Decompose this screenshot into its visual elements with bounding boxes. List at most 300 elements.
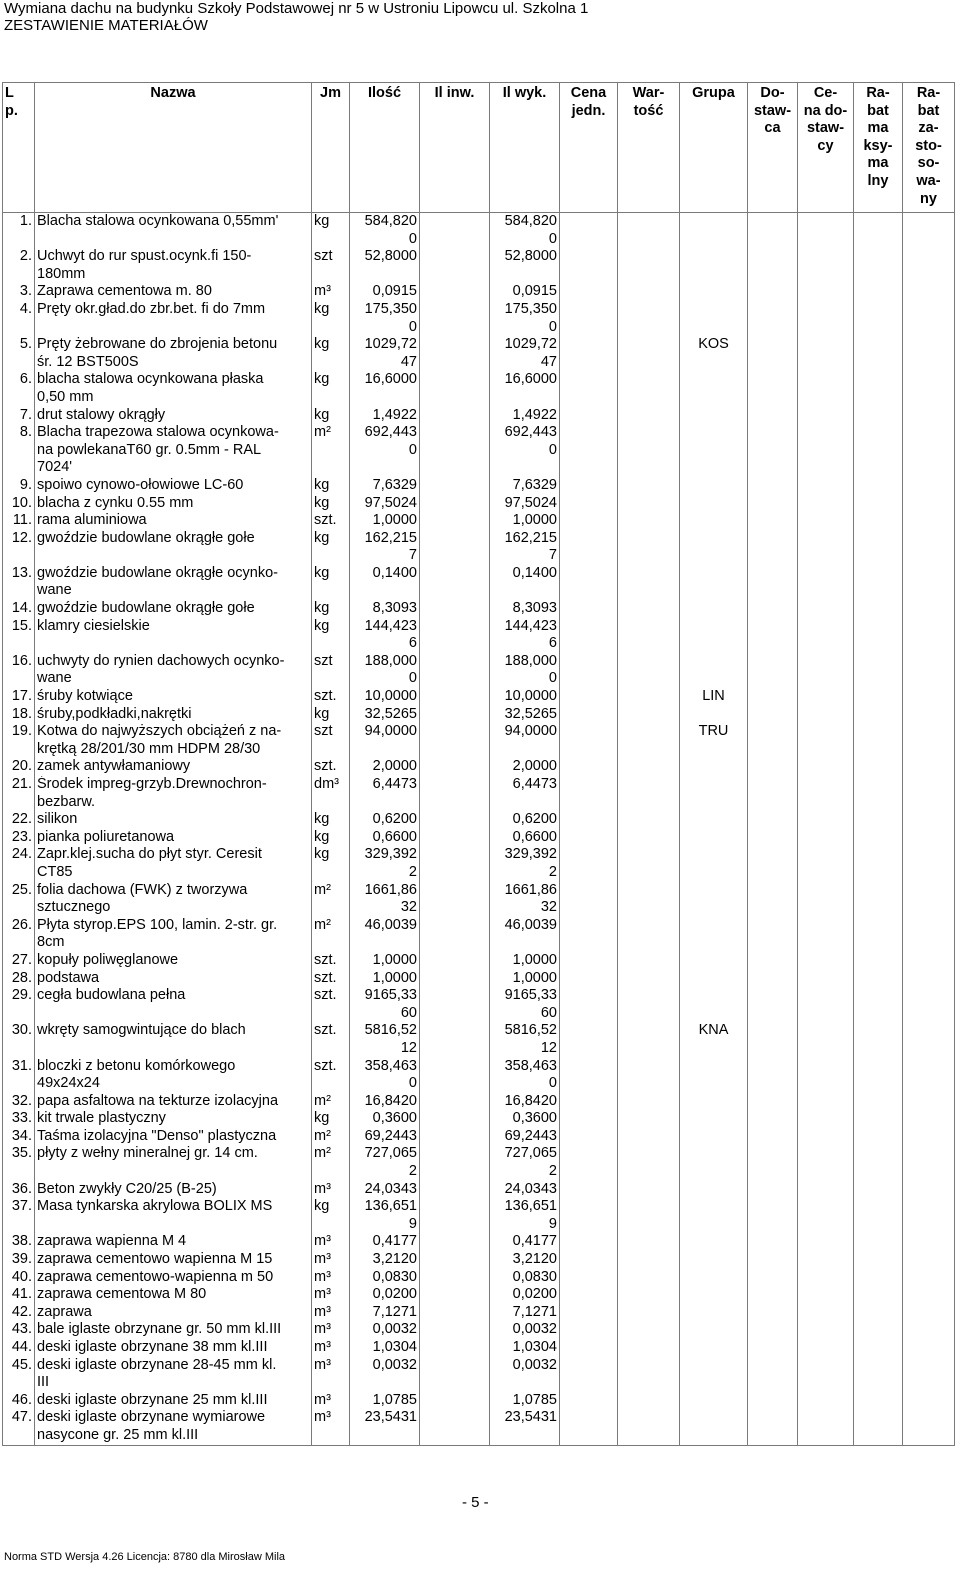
cell-lp: 27.	[3, 952, 35, 970]
cell-grupa	[680, 1181, 748, 1199]
cell-jm: kg	[312, 477, 350, 495]
cell-lp: 35.	[3, 1145, 35, 1180]
cell-dostawca	[748, 1269, 798, 1287]
cell-ilosc: 144,423 6	[350, 618, 420, 653]
cell-il-inw	[420, 512, 490, 530]
cell-rabat-maks	[854, 1128, 903, 1146]
cell-il-inw	[420, 371, 490, 406]
cell-il-inw	[420, 530, 490, 565]
cell-name: zaprawa cementowo wapienna M 15	[35, 1251, 312, 1269]
cell-dostawca	[748, 1128, 798, 1146]
cell-lp: 22.	[3, 811, 35, 829]
cell-rabat-zastosowany	[903, 1304, 955, 1322]
cell-wartosc	[618, 829, 680, 847]
cell-rabat-zastosowany	[903, 882, 955, 917]
cell-lp: 36.	[3, 1181, 35, 1199]
cell-dostawca	[748, 776, 798, 811]
cell-lp: 41.	[3, 1286, 35, 1304]
cell-name: deski iglaste obrzynane wymiarowe nasycone gr. 25 mm kl.III	[35, 1409, 312, 1445]
cell-ilosc: 0,4177	[350, 1233, 420, 1251]
cell-ilosc: 7,1271	[350, 1304, 420, 1322]
col-header-lp: L p.	[3, 83, 35, 213]
cell-lp: 25.	[3, 882, 35, 917]
cell-ilosc: 0,0032	[350, 1357, 420, 1392]
cell-cena-dostawcy	[798, 1128, 854, 1146]
cell-jm: kg	[312, 1110, 350, 1128]
materials-table	[2, 82, 955, 1446]
cell-rabat-zastosowany	[903, 407, 955, 425]
cell-cena	[560, 1286, 618, 1304]
cell-lp: 26.	[3, 917, 35, 952]
cell-cena	[560, 1233, 618, 1251]
cell-grupa	[680, 301, 748, 336]
cell-ilosc: 1,0000	[350, 952, 420, 970]
cell-grupa	[680, 213, 748, 249]
table-row	[3, 1093, 955, 1111]
cell-name: papa asfaltowa na tekturze izolacyjna	[35, 1093, 312, 1111]
cell-cena-dostawcy	[798, 530, 854, 565]
cell-rabat-zastosowany	[903, 512, 955, 530]
cell-cena-dostawcy	[798, 565, 854, 600]
cell-il-wyk: 0,0032	[490, 1321, 560, 1339]
cell-wartosc	[618, 1181, 680, 1199]
cell-grupa	[680, 530, 748, 565]
table-row	[3, 424, 955, 477]
cell-rabat-maks	[854, 917, 903, 952]
cell-cena-dostawcy	[798, 1181, 854, 1199]
cell-rabat-maks	[854, 706, 903, 724]
cell-dostawca	[748, 336, 798, 371]
cell-rabat-zastosowany	[903, 758, 955, 776]
cell-rabat-maks	[854, 1357, 903, 1392]
cell-lp: 20.	[3, 758, 35, 776]
cell-name: wkręty samogwintujące do blach	[35, 1022, 312, 1057]
table-row	[3, 336, 955, 371]
cell-rabat-maks	[854, 477, 903, 495]
cell-jm: m²	[312, 424, 350, 477]
cell-name: płyty z wełny mineralnej gr. 14 cm.	[35, 1145, 312, 1180]
table-row	[3, 1304, 955, 1322]
cell-name: zaprawa wapienna M 4	[35, 1233, 312, 1251]
cell-lp: 40.	[3, 1269, 35, 1287]
cell-cena	[560, 1198, 618, 1233]
cell-rabat-zastosowany	[903, 477, 955, 495]
cell-dostawca	[748, 1409, 798, 1445]
cell-rabat-maks	[854, 283, 903, 301]
cell-cena	[560, 618, 618, 653]
cell-lp: 47.	[3, 1409, 35, 1445]
cell-lp: 31.	[3, 1058, 35, 1093]
cell-ilosc: 329,392 2	[350, 846, 420, 881]
table-header-row	[3, 83, 955, 213]
cell-grupa	[680, 1058, 748, 1093]
cell-il-inw	[420, 688, 490, 706]
cell-il-wyk: 7,1271	[490, 1304, 560, 1322]
cell-cena-dostawcy	[798, 600, 854, 618]
cell-il-inw	[420, 1022, 490, 1057]
cell-jm: szt.	[312, 1022, 350, 1057]
cell-grupa	[680, 565, 748, 600]
table-row	[3, 1233, 955, 1251]
cell-wartosc	[618, 776, 680, 811]
cell-rabat-maks	[854, 723, 903, 758]
footer-license: Norma STD Wersja 4.26 Licencja: 8780 dla Mirosław Mila	[4, 1551, 286, 1563]
cell-rabat-zastosowany	[903, 424, 955, 477]
cell-name: Środek impreg-grzyb.Drewnochron- bezbarw.	[35, 776, 312, 811]
cell-wartosc	[618, 970, 680, 988]
cell-cena-dostawcy	[798, 336, 854, 371]
cell-grupa	[680, 758, 748, 776]
cell-cena	[560, 829, 618, 847]
cell-wartosc	[618, 336, 680, 371]
cell-cena-dostawcy	[798, 952, 854, 970]
cell-ilosc: 1,0000	[350, 970, 420, 988]
table-row	[3, 723, 955, 758]
cell-cena	[560, 1145, 618, 1180]
cell-wartosc	[618, 987, 680, 1022]
cell-il-inw	[420, 776, 490, 811]
col-header-wartosc: War- tość	[618, 83, 680, 213]
cell-ilosc: 358,463 0	[350, 1058, 420, 1093]
cell-cena	[560, 512, 618, 530]
cell-wartosc	[618, 1251, 680, 1269]
cell-grupa	[680, 1198, 748, 1233]
cell-jm: kg	[312, 371, 350, 406]
cell-wartosc	[618, 1321, 680, 1339]
cell-lp: 14.	[3, 600, 35, 618]
cell-grupa	[680, 600, 748, 618]
cell-cena	[560, 477, 618, 495]
cell-jm: m³	[312, 1357, 350, 1392]
cell-rabat-zastosowany	[903, 952, 955, 970]
col-header-rabat-maks: Ra- bat ma ksy- ma lny	[854, 83, 903, 213]
cell-lp: 32.	[3, 1093, 35, 1111]
cell-ilosc: 52,8000	[350, 248, 420, 283]
cell-cena	[560, 811, 618, 829]
cell-wartosc	[618, 688, 680, 706]
cell-name: Pręty okr.gład.do zbr.bet. fi do 7mm	[35, 301, 312, 336]
cell-cena-dostawcy	[798, 1233, 854, 1251]
cell-name: gwoździe budowlane okrągłe gołe	[35, 530, 312, 565]
cell-wartosc	[618, 1269, 680, 1287]
cell-name: zaprawa cementowa M 80	[35, 1286, 312, 1304]
cell-rabat-maks	[854, 495, 903, 513]
cell-lp: 39.	[3, 1251, 35, 1269]
cell-jm: kg	[312, 407, 350, 425]
cell-rabat-zastosowany	[903, 1321, 955, 1339]
table-row	[3, 1269, 955, 1287]
table-row	[3, 407, 955, 425]
cell-lp: 10.	[3, 495, 35, 513]
cell-cena-dostawcy	[798, 987, 854, 1022]
cell-cena-dostawcy	[798, 1022, 854, 1057]
cell-name: Blacha trapezowa stalowa ocynkowa- na powlekanaT60 gr. 0.5mm - RAL 7024'	[35, 424, 312, 477]
cell-jm: kg	[312, 213, 350, 249]
cell-cena-dostawcy	[798, 1198, 854, 1233]
cell-dostawca	[748, 618, 798, 653]
cell-il-wyk: 97,5024	[490, 495, 560, 513]
cell-cena	[560, 213, 618, 249]
cell-grupa	[680, 1110, 748, 1128]
cell-grupa: LIN	[680, 688, 748, 706]
cell-jm: m²	[312, 1093, 350, 1111]
cell-rabat-maks	[854, 424, 903, 477]
cell-jm: kg	[312, 530, 350, 565]
cell-grupa	[680, 248, 748, 283]
cell-rabat-zastosowany	[903, 565, 955, 600]
cell-wartosc	[618, 917, 680, 952]
cell-grupa	[680, 477, 748, 495]
cell-cena	[560, 987, 618, 1022]
cell-dostawca	[748, 477, 798, 495]
cell-lp: 1.	[3, 213, 35, 249]
cell-il-inw	[420, 829, 490, 847]
cell-ilosc: 6,4473	[350, 776, 420, 811]
cell-grupa	[680, 424, 748, 477]
cell-cena	[560, 530, 618, 565]
cell-rabat-zastosowany	[903, 829, 955, 847]
cell-grupa	[680, 1321, 748, 1339]
cell-wartosc	[618, 1145, 680, 1180]
cell-grupa	[680, 1339, 748, 1357]
cell-dostawca	[748, 1321, 798, 1339]
cell-rabat-zastosowany	[903, 213, 955, 249]
document-title: Wymiana dachu na budynku Szkoły Podstawowej nr 5 w Ustroniu Lipowcu ul. Szkolna 1	[4, 0, 589, 17]
cell-il-inw	[420, 1269, 490, 1287]
table-row	[3, 776, 955, 811]
cell-il-wyk: 1661,86 32	[490, 882, 560, 917]
cell-jm: kg	[312, 618, 350, 653]
cell-il-inw	[420, 1145, 490, 1180]
cell-lp: 19.	[3, 723, 35, 758]
cell-name: śruby kotwiące	[35, 688, 312, 706]
cell-grupa	[680, 1233, 748, 1251]
cell-cena	[560, 882, 618, 917]
table-row	[3, 987, 955, 1022]
cell-cena-dostawcy	[798, 653, 854, 688]
cell-cena	[560, 1392, 618, 1410]
cell-rabat-zastosowany	[903, 618, 955, 653]
table-row	[3, 1181, 955, 1199]
cell-wartosc	[618, 1392, 680, 1410]
cell-cena-dostawcy	[798, 1058, 854, 1093]
cell-rabat-zastosowany	[903, 1145, 955, 1180]
cell-wartosc	[618, 407, 680, 425]
cell-il-wyk: 6,4473	[490, 776, 560, 811]
cell-il-wyk: 329,392 2	[490, 846, 560, 881]
table-row	[3, 1198, 955, 1233]
cell-rabat-zastosowany	[903, 1110, 955, 1128]
table-row	[3, 283, 955, 301]
cell-rabat-maks	[854, 1233, 903, 1251]
cell-il-wyk: 584,820 0	[490, 213, 560, 249]
cell-cena-dostawcy	[798, 1286, 854, 1304]
cell-ilosc: 584,820 0	[350, 213, 420, 249]
table-row	[3, 1251, 955, 1269]
cell-il-inw	[420, 301, 490, 336]
cell-wartosc	[618, 618, 680, 653]
cell-grupa	[680, 1128, 748, 1146]
cell-ilosc: 0,6200	[350, 811, 420, 829]
cell-lp: 12.	[3, 530, 35, 565]
cell-ilosc: 1,0785	[350, 1392, 420, 1410]
table-row	[3, 477, 955, 495]
cell-il-wyk: 24,0343	[490, 1181, 560, 1199]
cell-rabat-maks	[854, 811, 903, 829]
col-header-il-wyk: Il wyk.	[490, 83, 560, 213]
cell-rabat-maks	[854, 1145, 903, 1180]
cell-rabat-zastosowany	[903, 688, 955, 706]
cell-cena	[560, 1304, 618, 1322]
cell-cena-dostawcy	[798, 407, 854, 425]
table-row	[3, 882, 955, 917]
cell-il-wyk: 2,0000	[490, 758, 560, 776]
cell-rabat-zastosowany	[903, 1233, 955, 1251]
cell-ilosc: 97,5024	[350, 495, 420, 513]
cell-cena	[560, 1357, 618, 1392]
cell-dostawca	[748, 653, 798, 688]
cell-dostawca	[748, 1339, 798, 1357]
cell-jm: kg	[312, 706, 350, 724]
cell-dostawca	[748, 1058, 798, 1093]
cell-ilosc: 1,4922	[350, 407, 420, 425]
cell-name: Beton zwykły C20/25 (B-25)	[35, 1181, 312, 1199]
cell-rabat-zastosowany	[903, 1409, 955, 1445]
cell-wartosc	[618, 424, 680, 477]
cell-jm: m³	[312, 1251, 350, 1269]
cell-cena-dostawcy	[798, 1321, 854, 1339]
cell-il-inw	[420, 653, 490, 688]
cell-il-wyk: 16,6000	[490, 371, 560, 406]
cell-rabat-maks	[854, 618, 903, 653]
cell-jm: m³	[312, 283, 350, 301]
cell-grupa	[680, 495, 748, 513]
cell-dostawca	[748, 917, 798, 952]
cell-name: Blacha stalowa ocynkowana 0,55mm'	[35, 213, 312, 249]
cell-il-wyk: 8,3093	[490, 600, 560, 618]
table-row	[3, 1321, 955, 1339]
cell-cena	[560, 1269, 618, 1287]
cell-cena	[560, 283, 618, 301]
table-row	[3, 846, 955, 881]
cell-il-inw	[420, 1110, 490, 1128]
cell-cena	[560, 653, 618, 688]
cell-lp: 18.	[3, 706, 35, 724]
cell-lp: 37.	[3, 1198, 35, 1233]
cell-wartosc	[618, 706, 680, 724]
cell-cena	[560, 1181, 618, 1199]
cell-jm: m³	[312, 1392, 350, 1410]
cell-ilosc: 8,3093	[350, 600, 420, 618]
cell-ilosc: 16,6000	[350, 371, 420, 406]
cell-rabat-zastosowany	[903, 1022, 955, 1057]
cell-dostawca	[748, 846, 798, 881]
cell-il-wyk: 0,3600	[490, 1110, 560, 1128]
cell-il-inw	[420, 917, 490, 952]
cell-cena	[560, 1339, 618, 1357]
cell-cena-dostawcy	[798, 706, 854, 724]
cell-cena-dostawcy	[798, 758, 854, 776]
cell-lp: 17.	[3, 688, 35, 706]
cell-il-inw	[420, 336, 490, 371]
col-header-rabat-zastosowany: Ra- bat za- sto- so- wa- ny	[903, 83, 955, 213]
cell-jm: szt	[312, 653, 350, 688]
cell-name: folia dachowa (FWK) z tworzywa sztucznego	[35, 882, 312, 917]
cell-jm: dm³	[312, 776, 350, 811]
cell-cena-dostawcy	[798, 1110, 854, 1128]
cell-name: Pręty żebrowane do zbrojenia betonu śr. 12 BST500S	[35, 336, 312, 371]
cell-il-inw	[420, 952, 490, 970]
cell-il-inw	[420, 213, 490, 249]
cell-il-wyk: 692,443 0	[490, 424, 560, 477]
cell-dostawca	[748, 407, 798, 425]
cell-jm: m³	[312, 1304, 350, 1322]
cell-jm: kg	[312, 600, 350, 618]
cell-wartosc	[618, 248, 680, 283]
cell-dostawca	[748, 512, 798, 530]
cell-cena	[560, 248, 618, 283]
cell-il-wyk: 23,5431	[490, 1409, 560, 1445]
col-header-nazwa: Nazwa	[35, 83, 312, 213]
cell-name: śruby,podkładki,nakrętki	[35, 706, 312, 724]
cell-rabat-zastosowany	[903, 1128, 955, 1146]
cell-grupa	[680, 618, 748, 653]
cell-dostawca	[748, 952, 798, 970]
cell-cena-dostawcy	[798, 776, 854, 811]
cell-cena	[560, 1251, 618, 1269]
cell-rabat-maks	[854, 1110, 903, 1128]
cell-rabat-zastosowany	[903, 1269, 955, 1287]
cell-il-wyk: 94,0000	[490, 723, 560, 758]
cell-il-inw	[420, 618, 490, 653]
cell-wartosc	[618, 1357, 680, 1392]
cell-grupa	[680, 1145, 748, 1180]
cell-il-inw	[420, 1304, 490, 1322]
cell-rabat-zastosowany	[903, 706, 955, 724]
cell-il-wyk: 162,215 7	[490, 530, 560, 565]
cell-lp: 9.	[3, 477, 35, 495]
cell-il-inw	[420, 1058, 490, 1093]
cell-grupa	[680, 987, 748, 1022]
cell-rabat-zastosowany	[903, 248, 955, 283]
cell-name: rama aluminiowa	[35, 512, 312, 530]
cell-jm: m²	[312, 1145, 350, 1180]
cell-il-wyk: 1,0000	[490, 952, 560, 970]
col-header-jm: Jm	[312, 83, 350, 213]
cell-cena	[560, 776, 618, 811]
cell-dostawca	[748, 758, 798, 776]
cell-dostawca	[748, 1110, 798, 1128]
col-header-dostawca: Do- staw- ca	[748, 83, 798, 213]
cell-cena	[560, 706, 618, 724]
cell-ilosc: 24,0343	[350, 1181, 420, 1199]
cell-il-inw	[420, 758, 490, 776]
cell-cena	[560, 1110, 618, 1128]
cell-wartosc	[618, 213, 680, 249]
cell-wartosc	[618, 371, 680, 406]
cell-il-inw	[420, 248, 490, 283]
cell-rabat-zastosowany	[903, 811, 955, 829]
cell-rabat-zastosowany	[903, 653, 955, 688]
cell-rabat-maks	[854, 1093, 903, 1111]
cell-ilosc: 692,443 0	[350, 424, 420, 477]
table-row	[3, 706, 955, 724]
cell-cena-dostawcy	[798, 371, 854, 406]
cell-cena-dostawcy	[798, 882, 854, 917]
cell-il-wyk: 0,6200	[490, 811, 560, 829]
cell-il-wyk: 136,651 9	[490, 1198, 560, 1233]
table-row	[3, 565, 955, 600]
